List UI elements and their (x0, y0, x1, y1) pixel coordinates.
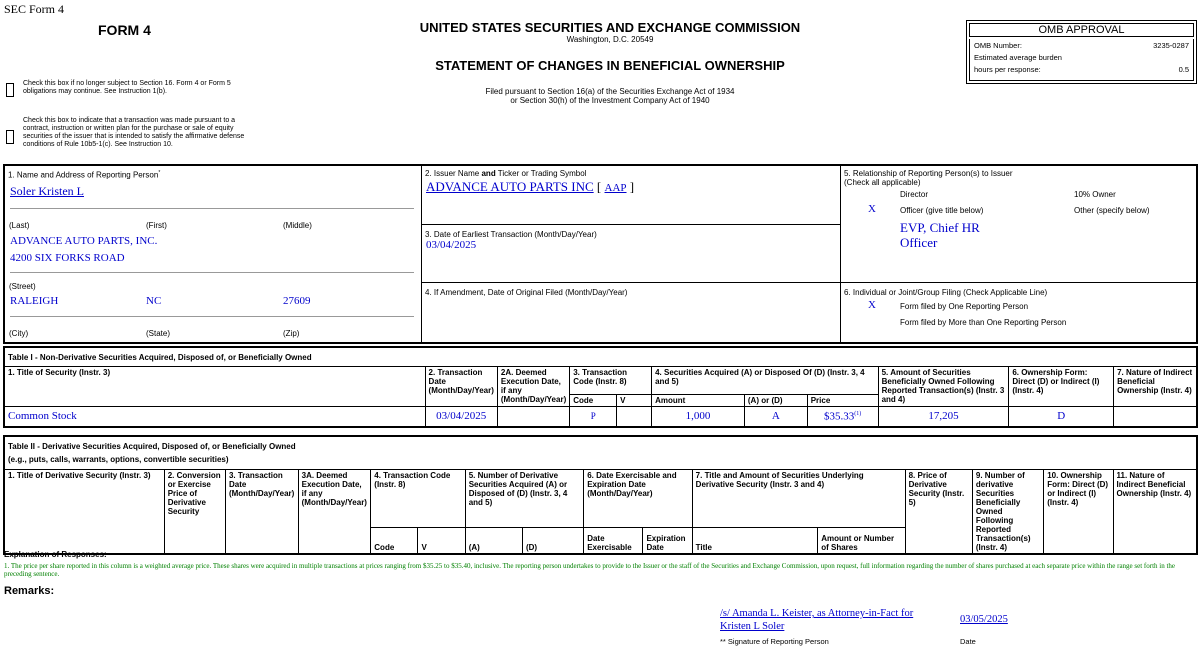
t1-sub-price: Price (807, 395, 878, 407)
t2-h-nature: 11. Nature of Indirect Beneficial Ownership (Instr. 4) (1113, 470, 1197, 555)
remarks-heading: Remarks: (4, 585, 55, 597)
commission-location: Washington, D.C. 20549 (566, 35, 654, 44)
omb-burden-label: Estimated average burden (974, 53, 1062, 62)
omb-hours-value: 0.5 (1178, 65, 1189, 74)
t1-h-owned: 5. Amount of Securities Beneficially Owned Following Reported Transaction(s) (Instr. 3 and 4) (878, 367, 1009, 407)
t2-h-date: 3. Transaction Date (Month/Day/Year) (225, 470, 298, 555)
t1-price-cell (807, 407, 878, 427)
t1-owned: 17,205 (878, 407, 1009, 427)
sec-form-label: SEC Form 4 (4, 2, 65, 16)
other-label: Other (specify below) (1074, 206, 1150, 215)
t2-h-price: 8. Price of Derivative Security (Instr. 5) (905, 470, 972, 555)
box4-label: 4. If Amendment, Date of Original Filed (Month/Day/Year) (425, 288, 628, 297)
t2-h-number: 5. Number of Derivative Securities Acquired (A) or Disposed of (D) (Instr. 3, 4 and 5) (465, 470, 584, 528)
signature-label: ** Signature of Reporting Person (720, 637, 829, 646)
first-label: (First) (146, 221, 167, 230)
zip-value: 27609 (283, 295, 311, 307)
officer-checkmark: X (868, 203, 876, 215)
t2-h-conversion: 2. Conversion or Exercise Price of Derivative Security (164, 470, 225, 555)
box1-reporting-person (5, 166, 422, 342)
omb-hours-label: hours per response: (974, 65, 1041, 74)
form-title: FORM 4 (98, 22, 151, 38)
state-label: (State) (146, 329, 171, 338)
t1-h-nature: 7. Nature of Indirect Beneficial Ownership (Instr. 4) (1114, 367, 1197, 407)
officer-title-line-1: EVP, Chief HR (900, 220, 980, 235)
ticker-link[interactable]: AAP (604, 182, 627, 194)
section16-checkbox[interactable] (6, 83, 14, 97)
t2-h-dates: 6. Date Exercisable and Expiration Date (Month/Day/Year) (584, 470, 692, 528)
filed-line-1: Filed pursuant to Section 16(a) of the Securities Exchange Act of 1934 (485, 87, 735, 96)
commission-title: UNITED STATES SECURITIES AND EXCHANGE COMMISSION (419, 20, 801, 35)
omb-number-label: OMB Number: (974, 41, 1022, 50)
t1-sub-v: V (617, 395, 652, 407)
section16-text: Check this box if no longer subject to Section 16. Form 4 or Form 5 obligations may continue. See Instruction 1(b). (23, 80, 231, 95)
box5-label-1: 5. Relationship of Reporting Person(s) to Issuer (844, 169, 1013, 178)
t1-aord: A (744, 407, 807, 427)
t2-sub-code: Code (371, 527, 418, 554)
t1-sub-aord: (A) or (D) (744, 395, 807, 407)
t1-price: $35.33 (824, 411, 855, 424)
t1-security: Common Stock (4, 407, 425, 427)
ticker-close: ] (629, 179, 635, 194)
t1-h-code: 3. Transaction Code (Instr. 8) (570, 367, 652, 395)
t1-amount: 1,000 (652, 407, 745, 427)
last-label: (Last) (9, 221, 30, 230)
omb-title: OMB APPROVAL (969, 23, 1194, 37)
table1-caption: Table I - Non-Derivative Securities Acquired, Disposed of, or Beneficially Owned (4, 347, 1197, 367)
t1-sub-amount: Amount (652, 395, 745, 407)
t1-form: D (1009, 407, 1114, 427)
table2-caption-1: Table II - Derivative Securities Acquired, Disposed of, or Beneficially Owned (8, 442, 296, 451)
t1-date: 03/04/2025 (425, 407, 497, 427)
city-value: RALEIGH (10, 295, 59, 307)
one-person-checkmark: X (868, 299, 876, 311)
director-label: Director (900, 190, 929, 199)
omb-number-value: 3235-0287 (1153, 41, 1189, 50)
signature-date[interactable]: 03/05/2025 (960, 614, 1008, 625)
t1-h-title: 1. Title of Security (Instr. 3) (4, 367, 425, 407)
box3-label: 3. Date of Earliest Transaction (Month/Day/Year) (425, 230, 597, 239)
footnote-1: 1. The price per share reported in this column is a weighted average price. These shares were acquired in multiple transactions at prices ranging from $35.25 to $35.40, inclusive. The reporting person undertakes to provide to the Issuer or the staff of the Securities and Exchange Commission, upon request, full information regarding the number of shares purchased at each separate price within the range set forth in the preceding sentence. (4, 562, 1176, 578)
t1-nature (1114, 407, 1197, 427)
t2-sub-v: V (418, 527, 465, 554)
t1-h-acquired: 4. Securities Acquired (A) or Disposed Of (D) (Instr. 3, 4 and 5) (652, 367, 878, 395)
omb-approval-box (966, 20, 1197, 84)
officer-label: Officer (give title below) (900, 206, 984, 215)
explanation-heading: Explanation of Responses: (4, 550, 107, 559)
t2-sub-a: (A) (465, 527, 522, 554)
middle-label: (Middle) (283, 221, 312, 230)
table2-caption-2: (e.g., puts, calls, warrants, options, convertible securities) (8, 455, 229, 464)
t1-h-deemed: 2A. Deemed Execution Date, if any (Month/Day/Year) (497, 367, 569, 407)
rule10b5-text: Check this box to indicate that a transaction was made pursuant to a contract, instruction or written plan for the purchase or sale of equity securities of the issuer that is intended to satisfy the affirmative defense conditions of Rule 10b5-1(c). See Instruction 10. (23, 117, 245, 148)
city-label: (City) (9, 329, 29, 338)
signature-link[interactable]: /s/ Amanda L. Keister, as Attorney-in-Fact for Kristen L Soler (720, 608, 914, 632)
t1-h-date: 2. Transaction Date (Month/Day/Year) (425, 367, 497, 407)
date-label: Date (960, 637, 976, 646)
t2-sub-expiration: Expiration Date (643, 527, 692, 554)
box1-star: * (158, 170, 161, 176)
t2-sub-exercisable: Date Exercisable (584, 527, 643, 554)
table-2-derivative (3, 435, 1198, 555)
box6-label: 6. Individual or Joint/Group Filing (Check Applicable Line) (844, 288, 1048, 297)
t2-h-code: 4. Transaction Code (Instr. 8) (371, 470, 465, 528)
box5-relationship (841, 166, 1196, 283)
t1-price-footnote: (1) (854, 411, 862, 418)
t2-h-title: 1. Title of Derivative Security (Instr. 3) (4, 470, 164, 555)
box1-label: 1. Name and Address of Reporting Person (8, 170, 159, 180)
t2-sub-d: (D) (522, 527, 583, 554)
table-1-non-derivative (3, 346, 1198, 428)
more-persons-label: Form filed by More than One Reporting Person (900, 318, 1067, 327)
rule10b5-checkbox[interactable] (6, 130, 14, 144)
t2-h-form: 10. Ownership Form: Direct (D) or Indirect (I) (Instr. 4) (1044, 470, 1113, 555)
t1-h-form: 6. Ownership Form: Direct (D) or Indirect (I) (Instr. 4) (1009, 367, 1114, 407)
t1-sub-code: Code (570, 395, 617, 407)
ticker-open: [ (596, 179, 602, 194)
earliest-transaction-date: 03/04/2025 (426, 239, 477, 251)
filed-line-2: or Section 30(h) of the Investment Company Act of 1940 (510, 96, 710, 105)
box5-label-2: (Check all applicable) (844, 178, 921, 187)
issuer-name-link[interactable]: ADVANCE AUTO PARTS INC (426, 179, 594, 194)
t2-h-underlying: 7. Title and Amount of Securities Underlying Derivative Security (Instr. 3 and 4) (692, 470, 905, 528)
t1-deemed (497, 407, 569, 427)
address-line-1: ADVANCE AUTO PARTS, INC. (10, 235, 158, 247)
ten-pct-owner-label: 10% Owner (1074, 190, 1116, 199)
state-value: NC (146, 295, 162, 307)
officer-title-line-2: Officer (900, 235, 938, 250)
box2-label-a: 2. Issuer Name (425, 169, 480, 178)
box2-issuer (422, 166, 841, 225)
t1-code: P (570, 407, 617, 427)
box4-amendment (422, 283, 841, 342)
statement-title: STATEMENT OF CHANGES IN BENEFICIAL OWNERSHIP (435, 58, 785, 73)
t2-sub-title: Title (692, 527, 818, 554)
box2-label-b: Ticker or Trading Symbol (497, 169, 587, 178)
zip-label: (Zip) (283, 329, 300, 338)
t2-h-number-owned: 9. Number of derivative Securities Beneficially Owned Following Reported Transaction(s) (Instr. 4) (972, 470, 1043, 555)
box3-earliest-date (422, 225, 841, 283)
box6-filing-type (841, 283, 1196, 342)
box2-label-and: and (481, 169, 496, 178)
street-label: (Street) (9, 282, 36, 291)
t1-v (617, 407, 652, 427)
t2-h-deemed: 3A. Deemed Execution Date, if any (Month/Day/Year) (298, 470, 371, 555)
one-person-label: Form filed by One Reporting Person (900, 302, 1029, 311)
t2-sub-amount: Amount or Number of Shares (818, 527, 905, 554)
address-line-2: 4200 SIX FORKS ROAD (10, 252, 125, 264)
table-row (4, 407, 1197, 427)
reporting-person-name[interactable]: Soler Kristen L (10, 184, 84, 198)
